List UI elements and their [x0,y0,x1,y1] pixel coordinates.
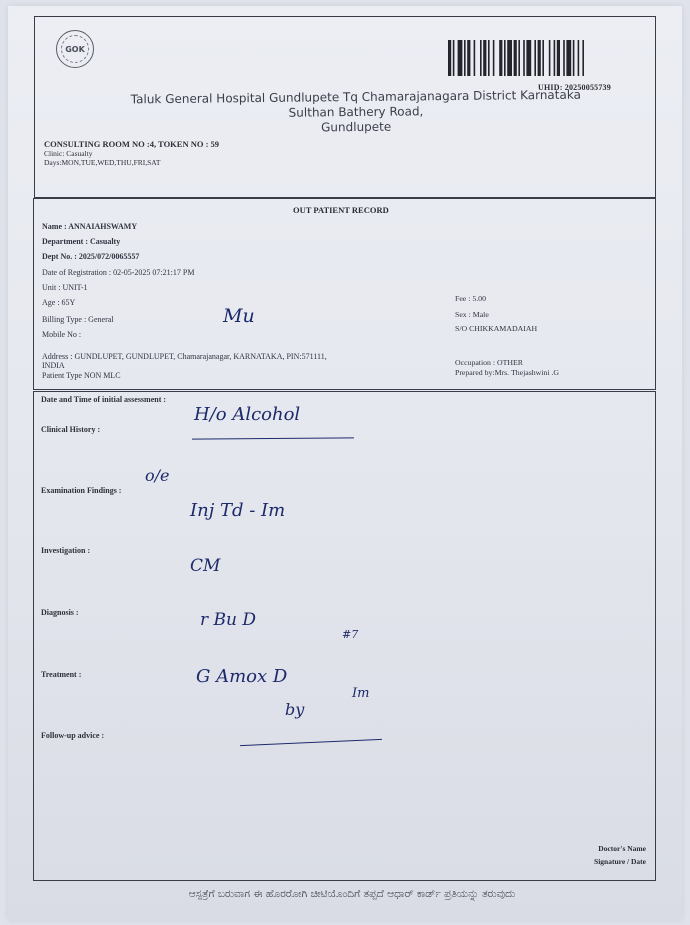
diagnosis-label: Diagnosis : [41,608,79,617]
hospital-line-3: Gundlupete [321,119,392,135]
examination-label: Examination Findings : [41,486,122,495]
investigation-label: Investigation : [41,546,91,555]
footer-note: ಆಸ್ಪತ್ರೆಗೆ ಬರುವಾಗ ಈ ಹೊರರೋಗಿ ಚೀಟಿಯೊಂದಿಗೆ ತಪ್ಪದೆ ಆಧಾರ್ ಕಾರ್ಡ್ ಪ್ರತಿಯನ್ನು ತರುವುದು [188,888,516,900]
record-title: OUT PATIENT RECORD [293,205,389,215]
address-line-2: INDIA [42,361,65,370]
mobile-number: Mobile No : [42,330,82,339]
hospital-logo [56,30,94,68]
clinic-name: Clinic: Casualty [44,149,93,158]
date-time-label: Date and Time of initial assessment : [41,395,167,404]
followup-label: Follow-up advice : [41,731,105,740]
signature-date-label: Signature / Date [594,857,646,866]
examination-mark: o/e [145,466,170,485]
sex: Sex : Male [455,310,489,319]
patient-type: Patient Type NON MLC [42,371,121,380]
treatment-note-2: Im [352,686,370,701]
uhid-text: UHID: 20250055739 [538,83,611,92]
doctor-signature-block [594,842,646,868]
department: Department : Casualty [42,237,121,246]
billing-type: Billing Type : General [42,315,114,324]
clinical-history-note: H/o Alcohol [194,404,301,425]
hospital-line-1: Taluk General Hospital Gundlupete Tq Chamarajanagara District Karnataka [130,87,581,107]
examination-note: Inj Td - Im [190,500,286,521]
unit: Unit : UNIT-1 [42,283,88,292]
registration-date: Date of Registration : 02-05-2025 07:21:17 PM [42,268,195,277]
barcode [448,40,644,76]
handwritten-mark: Mu [223,305,255,327]
treatment-label: Treatment : [41,670,82,679]
age: Age : 65Y [42,298,76,307]
doctor-name-label: Doctor's Name [598,844,646,853]
relation: S/O CHIKKAMADAIAH [455,324,538,333]
treatment-note: G Amox D [196,666,288,687]
dept-number: Dept No. : 2025/072/0065557 [42,252,140,261]
consulting-room: CONSULTING ROOM NO :4, TOKEN NO : 59 [44,139,220,149]
prepared-by: Prepared by:Mrs. Thejashwini .G [455,368,560,377]
treatment-note-3: by [285,700,305,719]
investigation-note: CM [190,556,221,576]
diagnosis-note-2: #7 [342,628,359,641]
clinical-history-label: Clinical History : [41,425,101,434]
fee: Fee : 5.00 [455,294,486,303]
consulting-info [44,140,219,167]
diagnosis-note: r Bu D [200,610,257,630]
hospital-name-block [96,87,616,137]
clinic-days: Days:MON,TUE,WED,THU,FRI,SAT [44,158,161,167]
patient-name: Name : ANNAIAHSWAMY [42,222,138,231]
address-line-1: Address : GUNDLUPET, GUNDLUPET, Chamarajanagar, KARNATAKA, PIN:571111, [42,352,327,361]
hospital-line-2: Sulthan Bathery Road, [288,104,424,120]
occupation: Occupation : OTHER [455,358,523,367]
logo-text: GOK [65,44,85,54]
